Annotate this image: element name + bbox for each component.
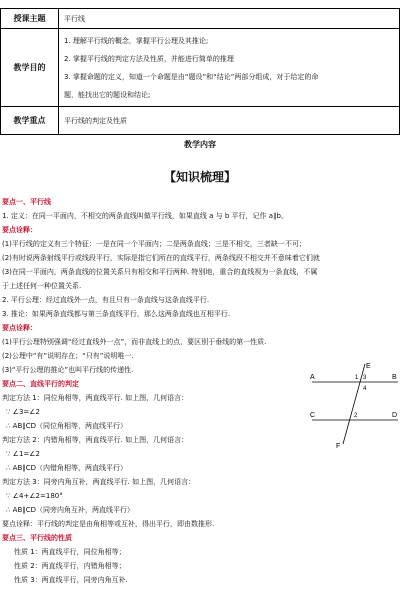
content-line: (2)公理中“有”说明存在；“只有”说明唯一. — [2, 352, 134, 360]
content-line: 判定方法 1：同位角相等，两直线平行. 如上图，几何语言： — [2, 394, 189, 402]
content-line: 性质 3：两直线平行，同旁内角互补. — [14, 576, 128, 584]
content-line: ∴ AB∥CD（同旁内角互补，两直线平行） — [6, 506, 135, 514]
label-c: C — [310, 412, 316, 419]
focus-value: 平行线的判定及性质 — [59, 107, 400, 135]
content-line: 性质 1：两直线平行，同位角相等； — [14, 548, 126, 556]
goal-label: 教学目的 — [1, 29, 59, 107]
label-angle-2: 2 — [354, 413, 358, 419]
transversal-line — [343, 364, 365, 444]
content-line: (3)在同一平面内，两条直线的位置关系只有相交和平行两种. 特别地，重合的直线视为一条直线，不属 — [2, 268, 318, 276]
label-angle-1: 1 — [355, 375, 359, 381]
content-line: 要点三、平行线的性质 — [2, 534, 72, 542]
page-heading: 【知识梳理】 — [163, 170, 236, 184]
content-line: 要点诠释：平行线的判定是由角相等或互补，得出平行，即由数推形. — [2, 520, 215, 528]
content-line: (2)有时说两条射线平行或线段平行，实际是指它们所在的直线平行，两条线段不相交并不意味着它们就 — [2, 254, 320, 262]
table-row — [1, 107, 400, 135]
content-line: ∵ ∠3=∠2 — [6, 408, 41, 416]
content-line: 1. 定义：在同一平面内，不相交的两条直线叫做平行线，如果直线 a 与 b 平行，记作 a∥b。 — [2, 212, 288, 220]
goal-value — [59, 29, 400, 107]
content-line: ∵ ∠4+∠2=180° — [6, 492, 63, 500]
label-d: D — [392, 412, 398, 419]
content-line: 2. 平行公理：经过直线外一点，有且只有一条直线与这条直线平行. — [2, 296, 210, 304]
label-angle-3: 3 — [363, 375, 367, 381]
content-line: 要点诠释： — [2, 324, 37, 332]
content-line: ∴ AB∥CD（内错角相等，两直线平行） — [6, 464, 128, 472]
parallel-lines-figure — [310, 360, 400, 450]
goal-line-3: 3. 掌握命题的定义，知道一个命题是由“题设”和“结论”两部分组成，对于给定的命 — [64, 72, 319, 81]
label-angle-4: 4 — [363, 386, 367, 392]
section-title: 教学内容 — [184, 140, 216, 149]
label-f: F — [336, 443, 341, 450]
content-line: 3. 推论：如果两条直线都与第三条直线平行，那么这两条直线也互相平行. — [2, 310, 231, 318]
content-line: 要点诠释： — [2, 226, 37, 234]
goal-line-4: 题，能找出它的题设和结论; — [64, 90, 151, 99]
content-line: (1)平行公理特别强调“经过直线外一点”，而非直线上的点，要区别于垂线的第一性质. — [2, 338, 267, 346]
label-b: B — [392, 374, 397, 381]
content-line: 判定方法 3：同旁内角互补，两直线平行. 如上图，几何语言： — [2, 478, 196, 486]
content-line: 判定方法 2：内错角相等，两直线平行. 如上图，几何语言： — [2, 436, 189, 444]
content-line: (1)平行线的定义有三个特征：一是在同一个平面内；二是两条直线；三是不相交，三者缺一不可； — [2, 240, 306, 248]
topic-label: 授课主题 — [1, 9, 59, 29]
label-a: A — [310, 374, 315, 381]
goal-line-2: 2. 掌握平行线的判定方法及性质，并能进行简单的推理 — [64, 54, 234, 63]
table-row — [1, 9, 400, 29]
content-line: ∵ ∠1=∠2 — [6, 450, 41, 458]
goal-line-1: 1. 理解平行线的概念，掌握平行公理及其推论; — [64, 36, 209, 45]
focus-label: 教学重点 — [1, 107, 59, 135]
content-line: 性质 2：两直线平行，内错角相等； — [14, 562, 126, 570]
content-line: ∴ AB∥CD（同位角相等，两直线平行） — [6, 422, 128, 430]
content-line: 于上述任何一种位置关系. — [2, 282, 82, 290]
content-line: 要点二、直线平行的判定 — [2, 380, 79, 388]
content-line: (3)“平行公理的推论”也叫平行线的传递性. — [2, 366, 134, 374]
label-e: E — [366, 363, 371, 370]
lesson-info-table — [0, 8, 400, 135]
content-line: 要点一、平行线 — [2, 198, 51, 206]
table-row — [1, 29, 400, 107]
topic-value: 平行线 — [59, 9, 400, 29]
